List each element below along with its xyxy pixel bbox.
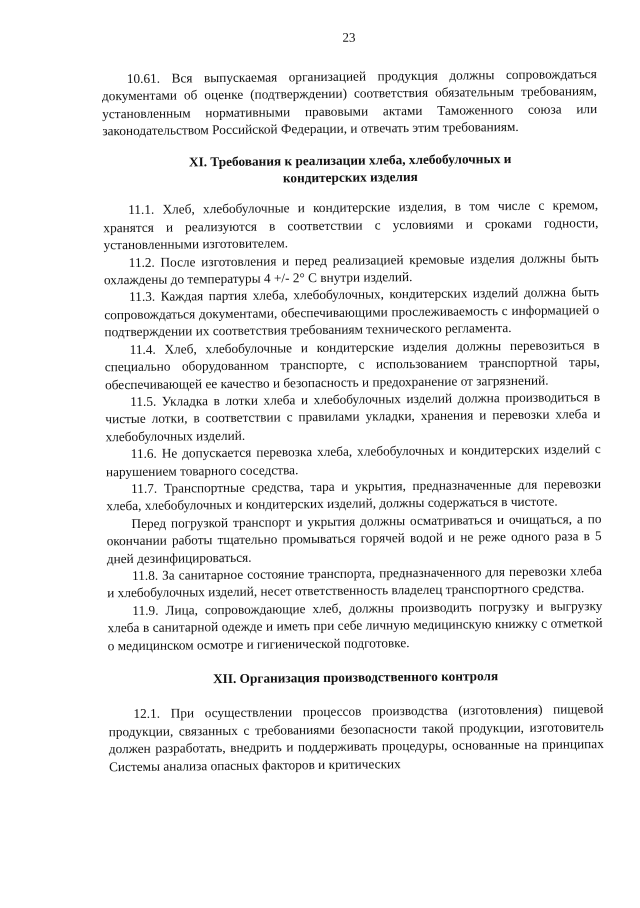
paragraph-12-1: 12.1. При осуществлении процессов производства (изготовления) пищевой продукции, связанных с требованиями безопасности такой продукции, изготовитель должен разработать, внедрить и поддерживать процедуры, основанные на принципах Системы анализа опасных факторов и критических <box>108 701 604 774</box>
paragraph-11-8: 11.8. За санитарное состояние транспорта, предназначенного для перевозки хлеба и хлебобулочных изделий, несет ответственность владелец транспортного средства. <box>107 563 603 601</box>
section-heading-xi: XI. Требования к реализации хлеба, хлебобулочных и кондитерских изделия <box>188 150 512 186</box>
section-heading-xii: XII. Организация производственного контроля <box>212 668 499 687</box>
paragraph-11-1: 11.1. Хлеб, хлебобулочные и кондитерские изделия, в том числе с кремом, хранятся и реализуются в соответствии с условиями и сроками годности, установленными изготовителем. <box>103 197 599 253</box>
paragraph-11-3: 11.3. Каждая партия хлеба, хлебобулочных, кондитерских изделий должна быть сопровождаться документами, обеспечивающими прослеживаемость с информацией о подтверждении их соответствия требованиям технического регламента. <box>104 284 600 340</box>
paragraph-10-61: 10.61. Вся выпускаемая организацией продукция должны сопровождаться документами об оценке (подтверждении) соответствия обязательным требованиям, установленным нормативными правовыми актами Таможенного союза или законодательством Российской Федерации, и отвечать этим требованиям. <box>101 66 598 139</box>
paragraph-11-5: 11.5. Укладка в лотки хлеба и хлебобулочных изделий должна производиться в чистые лотки, в соответствии с правилами укладки, хранения и перевозки хлеба и хлебобулочных изделий. <box>105 388 601 444</box>
paragraph-11-6: 11.6. Не допускается перевозка хлеба, хлебобулочных и кондитерских изделий с нарушением товарного соседства. <box>105 441 601 479</box>
paragraph-11-9: 11.9. Лица, сопровождающие хлеб, должны производить погрузку и выгрузку хлеба в санитарной одежде и иметь при себе личную медицинскую книжку с отметкой о медицинском осмотре и гигиенической подготовке. <box>107 597 603 653</box>
paragraph-11-7: 11.7. Транспортные средства, тара и укрытия, предназначенные для перевозки хлеба, хлебобулочных и кондитерских изделий, должны содержаться в чистоте. <box>106 476 602 514</box>
paragraph-11-4: 11.4. Хлеб, хлебобулочные и кондитерские изделия должны перевозиться в специально оборудованном транспорте, с использованием транспортной тары, обеспечивающей ее качество и безопасность и предохранение от загрязнений. <box>104 336 600 392</box>
paragraph-11-2: 11.2. После изготовления и перед реализацией кремовые изделия должны быть охлаждены до температуры 4 +/- 2° С внутри изделий. <box>103 249 599 288</box>
page-number: 23 <box>342 29 356 45</box>
paragraph-11-7-cont: Перед погрузкой транспорт и укрытия должны осматриваться и очищаться, а по окончании работы тщательно промываться горячей водой и не реже одного раза в 5 дней дезинфицироваться. <box>106 510 602 566</box>
